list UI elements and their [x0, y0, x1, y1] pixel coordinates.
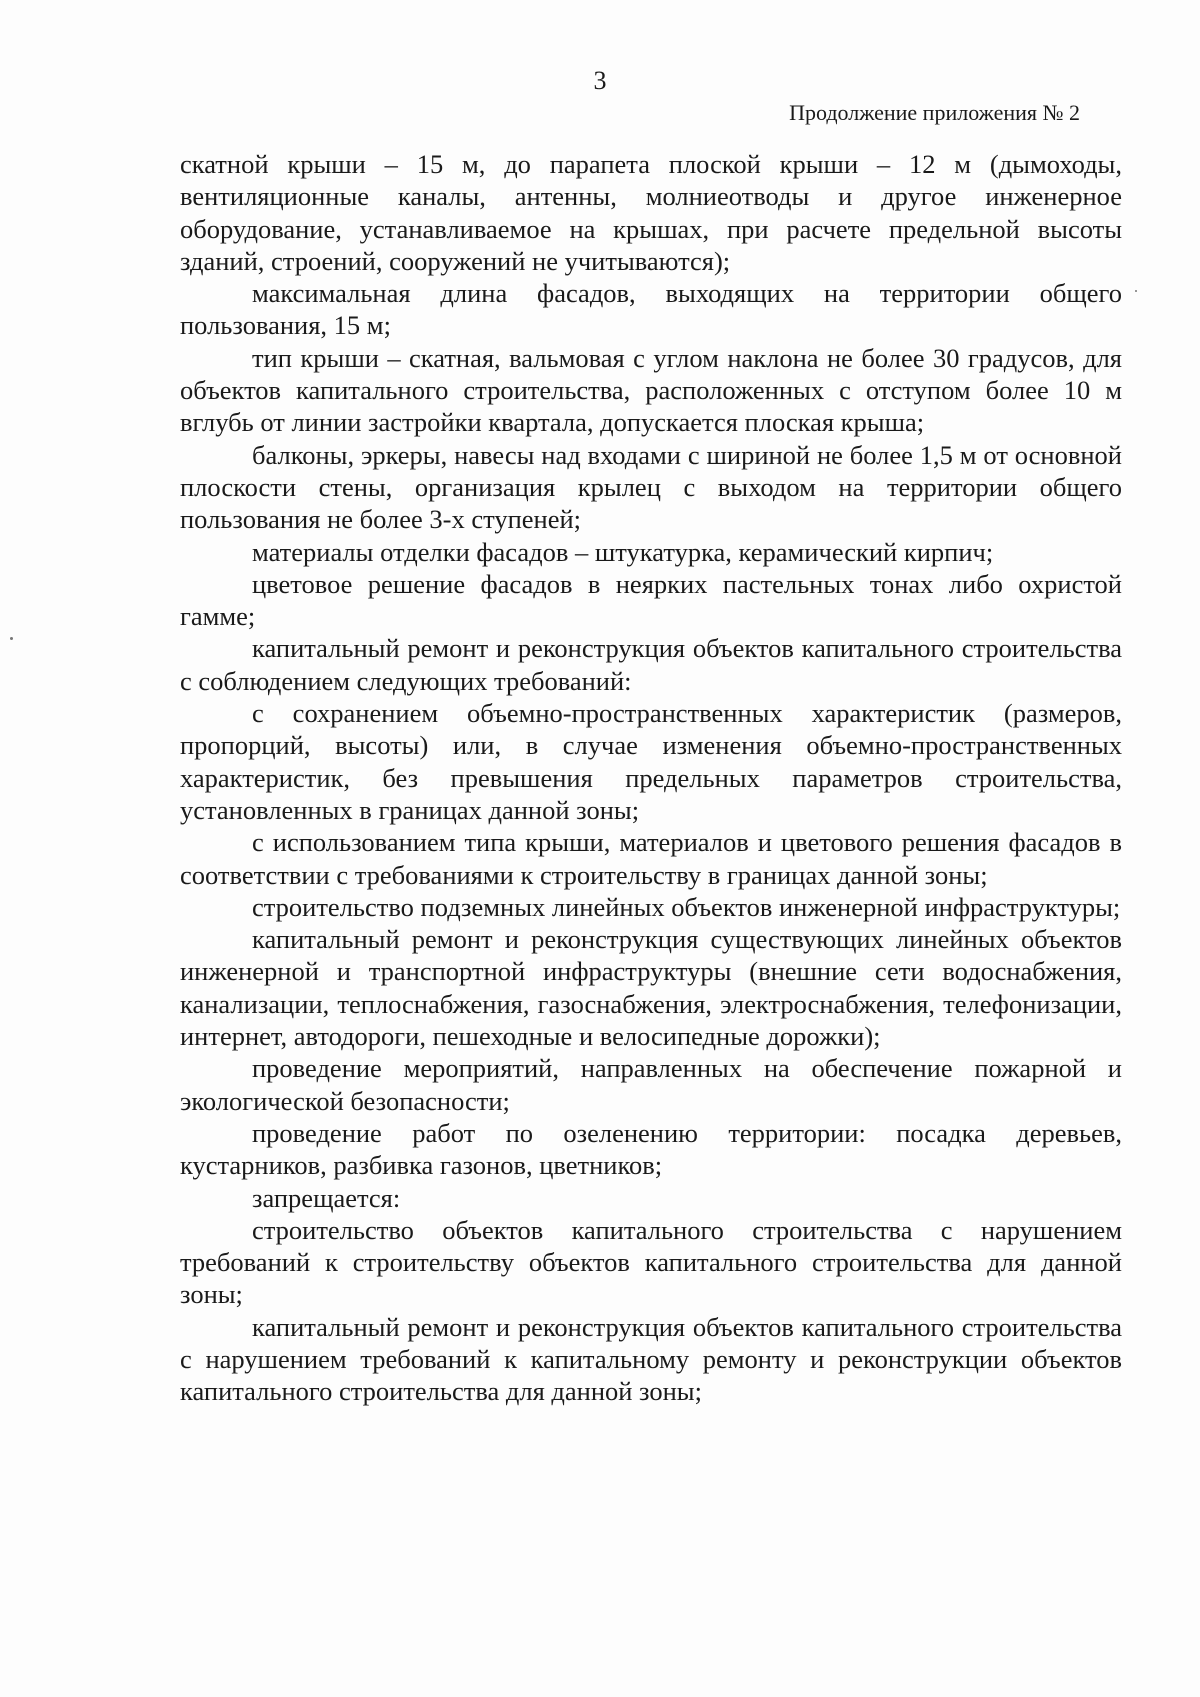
paragraph: с использованием типа крыши, материалов и цветового решения фасадов в соответствии с требованиями к строительству в границах данной зоны; [180, 827, 1122, 890]
paragraph: капитальный ремонт и реконструкция объектов капитального строительства с нарушением требований к капитальному ремонту и реконструкции объектов капитального строительства для данной зоны; [180, 1311, 1122, 1407]
paragraph: скатной крыши – 15 м, до парапета плоской крыши – 12 м (дымоходы, вентиляционные каналы, антенны, молниеотводы и другое инженерное оборудование, устанавливаемое на крышах, при расчете предельной высоты зданий, строений, сооружений не учитываются); [180, 149, 1122, 276]
scan-speck [1135, 290, 1137, 292]
paragraph: с сохранением объемно-пространственных характеристик (размеров, пропорций, высоты) или, в случае изменения объемно-пространственных характеристик, без превышения предельных параметров строительства, установленных в границах данной зоны; [180, 698, 1122, 825]
paragraph: проведение мероприятий, направленных на обеспечение пожарной и экологической безопасности; [180, 1053, 1122, 1116]
paragraph: капитальный ремонт и реконструкция объектов капитального строительства с соблюдением следующих требований: [180, 633, 1122, 696]
paragraph: капитальный ремонт и реконструкция существующих линейных объектов инженерной и транспортной инфраструктуры (внешние сети водоснабжения, канализации, теплоснабжения, газоснабжения, электроснабжения, телефонизации, интернет, автодороги, пешеходные и велосипедные дорожки); [180, 924, 1122, 1052]
paragraph: материалы отделки фасадов – штукатурка, керамический кирпич; [252, 536, 994, 567]
paragraph: строительство подземных линейных объектов инженерной инфраструктуры; [252, 891, 1121, 922]
paragraph: тип крыши – скатная, вальмовая с углом наклона не более 30 градусов, для объектов капитального строительства, расположенных с отступом более 10 м вглубь от линии застройки квартала, допускается плоская крыша; [180, 342, 1122, 438]
page-number: 3 [593, 66, 607, 95]
paragraph: запрещается: [252, 1182, 401, 1213]
paragraph: балконы, эркеры, навесы над входами с шириной не более 1,5 м от основной плоскости стены, организация крылец с выходом на территории общего пользования не более 3-х ступеней; [180, 439, 1122, 535]
paragraph: строительство объектов капитального строительства с нарушением требований к строительству объектов капитального строительства для данной зоны; [180, 1214, 1122, 1310]
appendix-continuation-note: Продолжение приложения № 2 [789, 100, 1080, 125]
scan-speck [10, 637, 13, 640]
paragraph: цветовое решение фасадов в неярких пастельных тонах либо охристой гамме; [180, 568, 1122, 632]
paragraph: проведение работ по озеленению территории: посадка деревьев, кустарников, разбивка газонов, цветников; [180, 1117, 1122, 1181]
paragraph: максимальная длина фасадов, выходящих на территории общего пользования, 15 м; [180, 278, 1122, 341]
document-body [180, 148, 1122, 1408]
